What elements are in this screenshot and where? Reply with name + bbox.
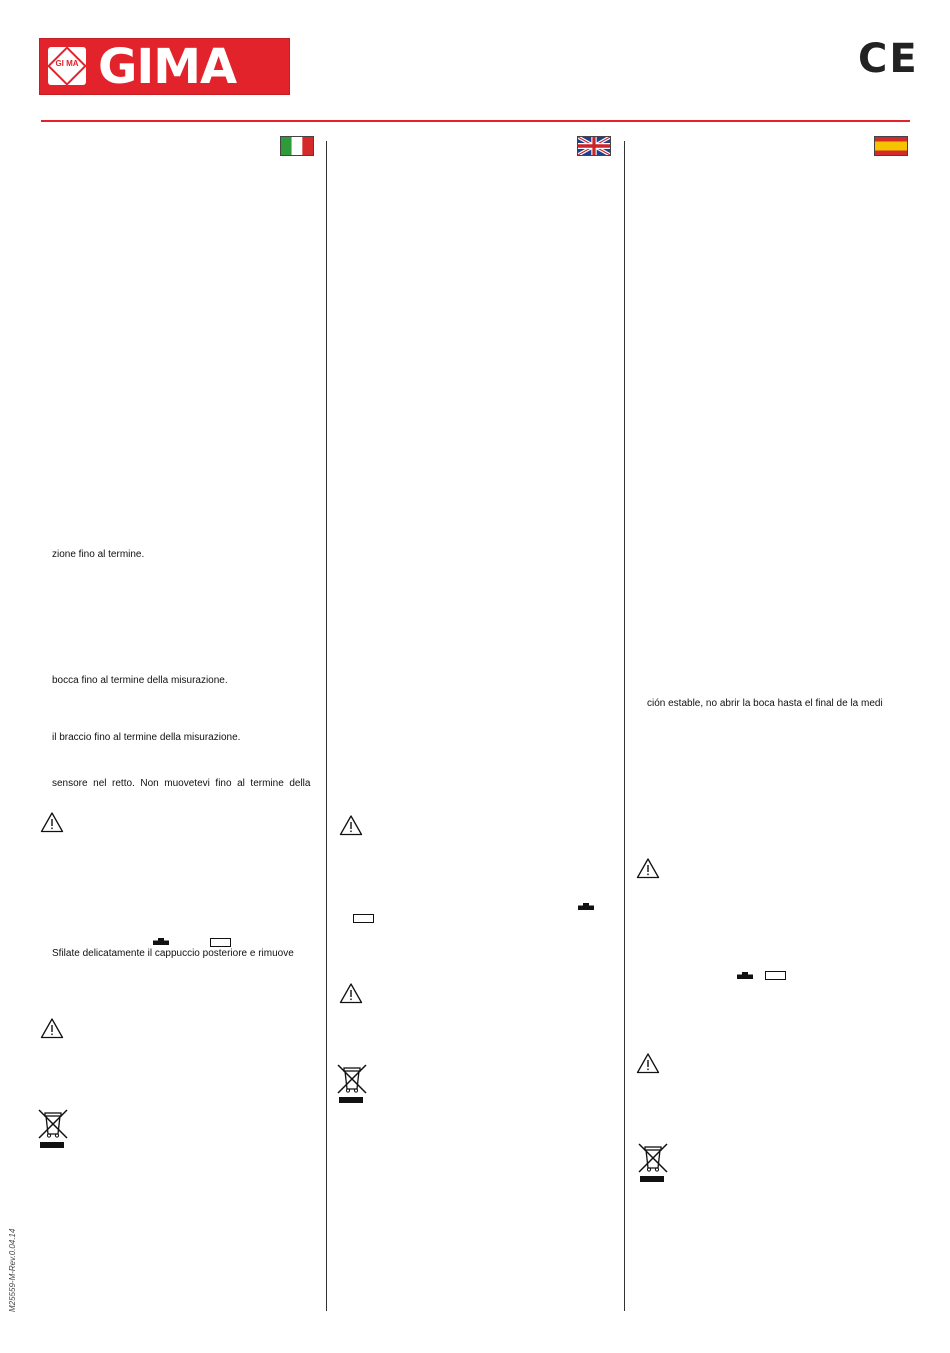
warning-icon	[40, 1017, 64, 1039]
battery-case-icon	[353, 914, 374, 923]
document-code: M25559-M-Rev.0.04.14	[8, 1228, 17, 1312]
battery-case-icon	[210, 938, 231, 947]
italy-flag-icon	[280, 136, 314, 156]
battery-terminal-icon	[153, 938, 169, 945]
weee-bin-icon	[36, 1107, 70, 1149]
italian-text-line: bocca fino al termine della misurazione.	[52, 675, 228, 686]
spanish-text-line: ción estable, no abrir la boca hasta el final de la medi	[647, 698, 883, 709]
italian-text-line: Sfilate delicatamente il cappuccio posteriore e rimuove	[52, 948, 294, 959]
weee-bin-icon	[636, 1141, 670, 1183]
warning-icon	[339, 814, 363, 836]
warning-icon	[339, 982, 363, 1004]
header-rule	[41, 120, 910, 122]
weee-bin-icon	[335, 1062, 369, 1104]
warning-icon	[636, 1052, 660, 1074]
gima-logo	[39, 38, 290, 95]
spain-flag-icon	[874, 136, 908, 156]
italian-text-line: il braccio fino al termine della misurazione.	[52, 732, 241, 743]
warning-icon	[636, 857, 660, 879]
ce-mark: CE	[858, 36, 919, 82]
italian-text-line: sensore nel retto. Non muovetevi fino al termine della	[52, 778, 311, 789]
brand-name: GIMA	[98, 39, 237, 95]
battery-case-icon	[765, 971, 786, 980]
gima-emblem-icon	[48, 47, 86, 85]
warning-icon	[40, 811, 64, 833]
italian-text-line: zione fino al termine.	[52, 549, 145, 560]
battery-terminal-icon	[737, 972, 753, 979]
emblem-text: GI MA	[55, 59, 79, 68]
uk-flag-icon	[577, 136, 611, 156]
battery-terminal-icon	[578, 903, 594, 910]
column-divider	[326, 141, 327, 1311]
column-divider	[624, 141, 625, 1311]
